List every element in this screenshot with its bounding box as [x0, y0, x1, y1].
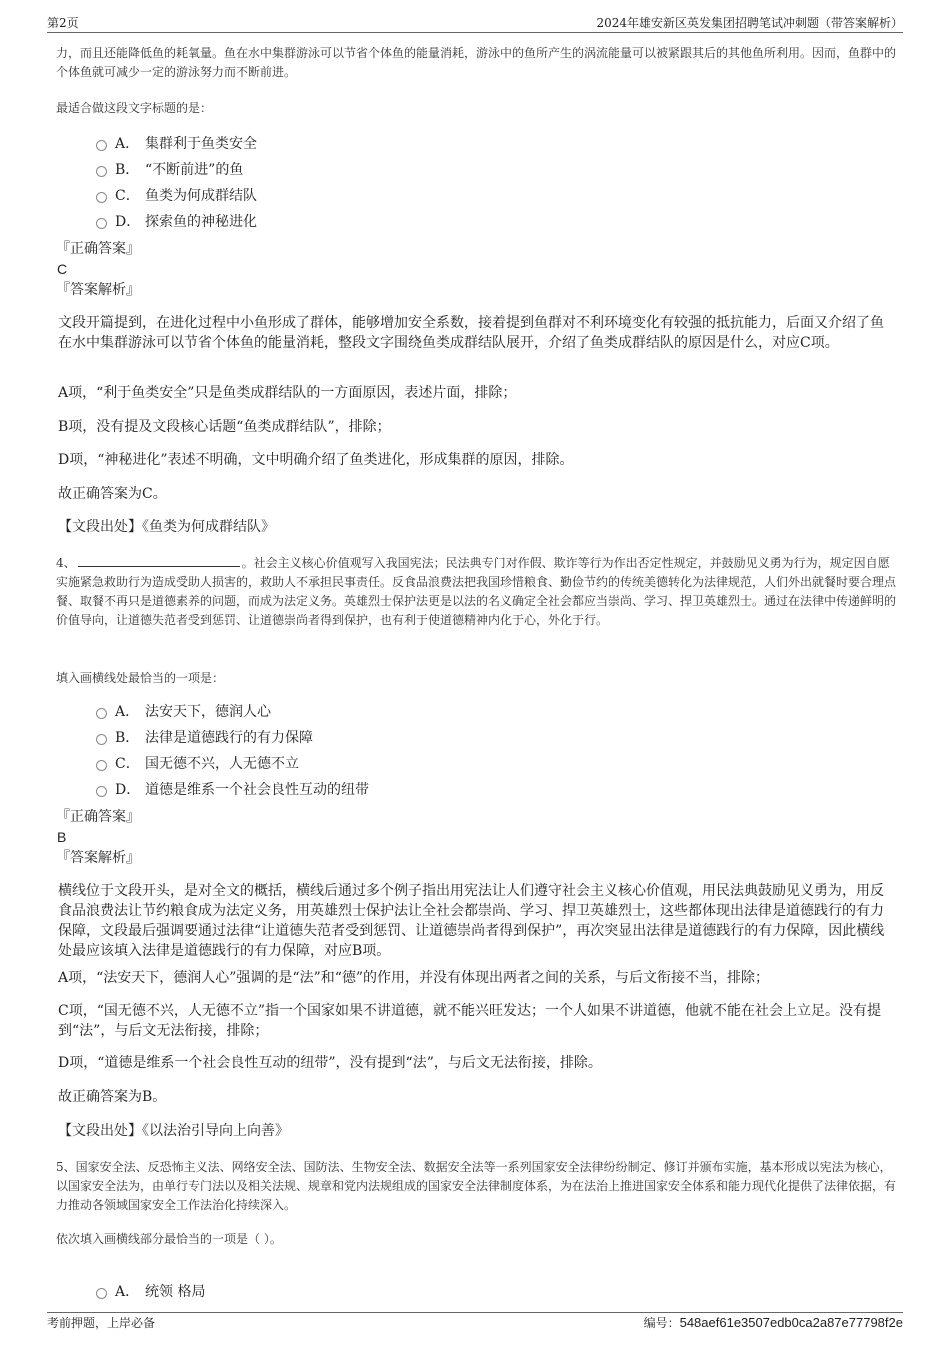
radio-icon[interactable]: [96, 760, 107, 771]
radio-icon[interactable]: [96, 1288, 107, 1299]
q4-analysis-a: A项，“法安天下，德润人心”强调的是“法”和“德”的作用，并没有体现出两者之间的关系，与后文衔接不当，排除；: [58, 970, 770, 986]
q3-analysis-d: D项，“神秘进化”表述不明确，文中明确介绍了鱼类进化，形成集群的原因，排除。: [58, 452, 574, 468]
q3-passage: 力，而且还能降低鱼的耗氧量。鱼在水中集群游泳可以节省个体鱼的能量消耗，游泳中的鱼所产生的涡流能量可以被紧跟其后的其他鱼所利用。因而，鱼群中的个体鱼就可减少一定的游泳努力而不断前进。: [56, 46, 897, 79]
q5-option-a[interactable]: A． 统领 格局: [96, 1281, 205, 1303]
q4-option-c[interactable]: C． 国无德不兴，人无德不立: [96, 753, 299, 775]
radio-icon[interactable]: [96, 140, 107, 151]
q5-question: 依次填入画横线部分最恰当的一项是（ ）。: [56, 1232, 282, 1246]
q4-analysis-summary: 横线位于文段开头，是对全文的概括，横线后通过多个例子指出用宪法让人们遵守社会主义核心价值观，用民法典鼓励见义勇为，用反食品浪费法让节约粮食成为法定义务，用英雄烈士保护法让全社会都崇尚、学习、捍卫英雄烈士，这些都体现出法律是道德践行的有力保障，文段最后强调要通过法律“让道德失范者受到惩罚、让道德崇尚者得到保护”，再次突显出法律是道德践行的有力保障，因此横线处最应该填入法律是道德践行的有力保障，对应B项。: [58, 883, 885, 959]
q4-analysis-d: D项，“道德是维系一个社会良性互动的纽带”，没有提到“法”，与后文无法衔接，排除。: [58, 1055, 602, 1071]
footer-divider: [47, 1312, 903, 1313]
q5-passage: 5、国家安全法、反恐怖主义法、网络安全法、国防法、生物安全法、数据安全法等一系列国家安全法律纷纷制定、修订并颁布实施，基本形成以宪法为核心，以国家安全法为，由单行专门法以及相关法规、规章和党内法规组成的国家安全法律制度体系，为在法治上推进国家安全体系和能力现代化提供了法律依据，有力推动各领域国家安全工作法治化持续深入。: [56, 1160, 897, 1212]
radio-icon[interactable]: [96, 192, 107, 203]
q4-option-a[interactable]: A． 法安天下，德润人心: [96, 701, 271, 723]
footer-slogan: 考前押题，上岸必备: [47, 1316, 156, 1330]
page-header: [47, 14, 903, 32]
q3-option-c[interactable]: C． 鱼类为何成群结队: [96, 185, 257, 207]
header-divider: [47, 32, 903, 33]
q3-answer-label: 『正确答案』: [56, 241, 140, 257]
q3-option-a[interactable]: A． 集群利于鱼类安全: [96, 133, 257, 155]
page-footer: [47, 1314, 903, 1332]
q4-analysis-label: 『答案解析』: [56, 850, 140, 866]
q4-conclusion: 故正确答案为B。: [58, 1089, 167, 1105]
radio-icon[interactable]: [96, 166, 107, 177]
radio-icon[interactable]: [96, 218, 107, 229]
q4-source: 【文段出处】《以法治引导向上向善》: [58, 1123, 289, 1139]
radio-icon[interactable]: [96, 734, 107, 745]
document-code: 编号：548aef61e3507edb0ca2a87e77798f2e: [643, 1315, 903, 1330]
q4-answer: B: [57, 829, 67, 845]
q4-question: 填入画横线处最恰当的一项是：: [56, 671, 225, 685]
q4-option-b[interactable]: B． 法律是道德践行的有力保障: [96, 727, 313, 749]
radio-icon[interactable]: [96, 786, 107, 797]
q3-analysis-b: B项，没有提及文段核心话题“鱼类成群结队”，排除；: [58, 419, 391, 435]
q3-conclusion: 故正确答案为C。: [58, 486, 167, 502]
q4-answer-label: 『正确答案』: [56, 809, 140, 825]
q3-question: 最适合做这段文字标题的是：: [56, 101, 213, 115]
radio-icon[interactable]: [96, 708, 107, 719]
q3-answer: C: [57, 261, 68, 277]
q3-analysis-label: 『答案解析』: [56, 282, 140, 298]
q3-source: 【文段出处】《鱼类为何成群结队》: [58, 519, 275, 535]
q4-option-d[interactable]: D． 道德是维系一个社会良性互动的纽带: [96, 779, 369, 801]
document-title: 2024年雄安新区英发集团招聘笔试冲刺题（带答案解析）: [596, 16, 903, 30]
q3-option-d[interactable]: D． 探索鱼的神秘进化: [96, 211, 257, 233]
q3-analysis-a: A项，“利于鱼类安全”只是鱼类成群结队的一方面原因，表述片面，排除；: [58, 385, 517, 401]
q4-analysis-c: C项，“国无德不兴，人无德不立”指一个国家如果不讲道德，就不能兴旺发达；一个人如果不讲道德，他就不能在社会上立足。没有提到“法”，与后文无法衔接，排除；: [58, 1003, 882, 1039]
page-number: 第2页: [47, 16, 79, 30]
q3-analysis-summary: 文段开篇提到，在进化过程中小鱼形成了群体，能够增加安全系数，接着提到鱼群对不利环境变化有较强的抵抗能力，后面又介绍了鱼在水中集群游泳可以节省个体鱼的能量消耗，整段文字围绕鱼类成群结队展开，介绍了鱼类成群结队的原因是什么，对应C项。: [58, 315, 884, 351]
q3-option-b[interactable]: B． “不断前进”的鱼: [96, 159, 243, 181]
q4-passage: 4、 。社会主义核心价值观写入我国宪法；民法典专门对作假、欺诈等行为作出否定性规定，并鼓励见义勇为行为，规定因自愿实施紧急救助行为造成受助人损害的，救助人不承担民事责任。反食品浪费法把我国珍惜粮食、勤俭节约的传统美德转化为法律规范，人们外出就餐时要合理点餐、取餐不再只是道德素养的问题，而成为法定义务。英雄烈士保护法更是以法的名义确定全社会都应当崇尚、学习、捍卫英雄烈士。通过在法律中传递鲜明的价值导向，让道德失范者受到惩罚、让道德崇尚者得到保护，也有利于使道德精神内化于心，外化于行。: [56, 556, 897, 627]
answer-blank: [78, 554, 240, 567]
